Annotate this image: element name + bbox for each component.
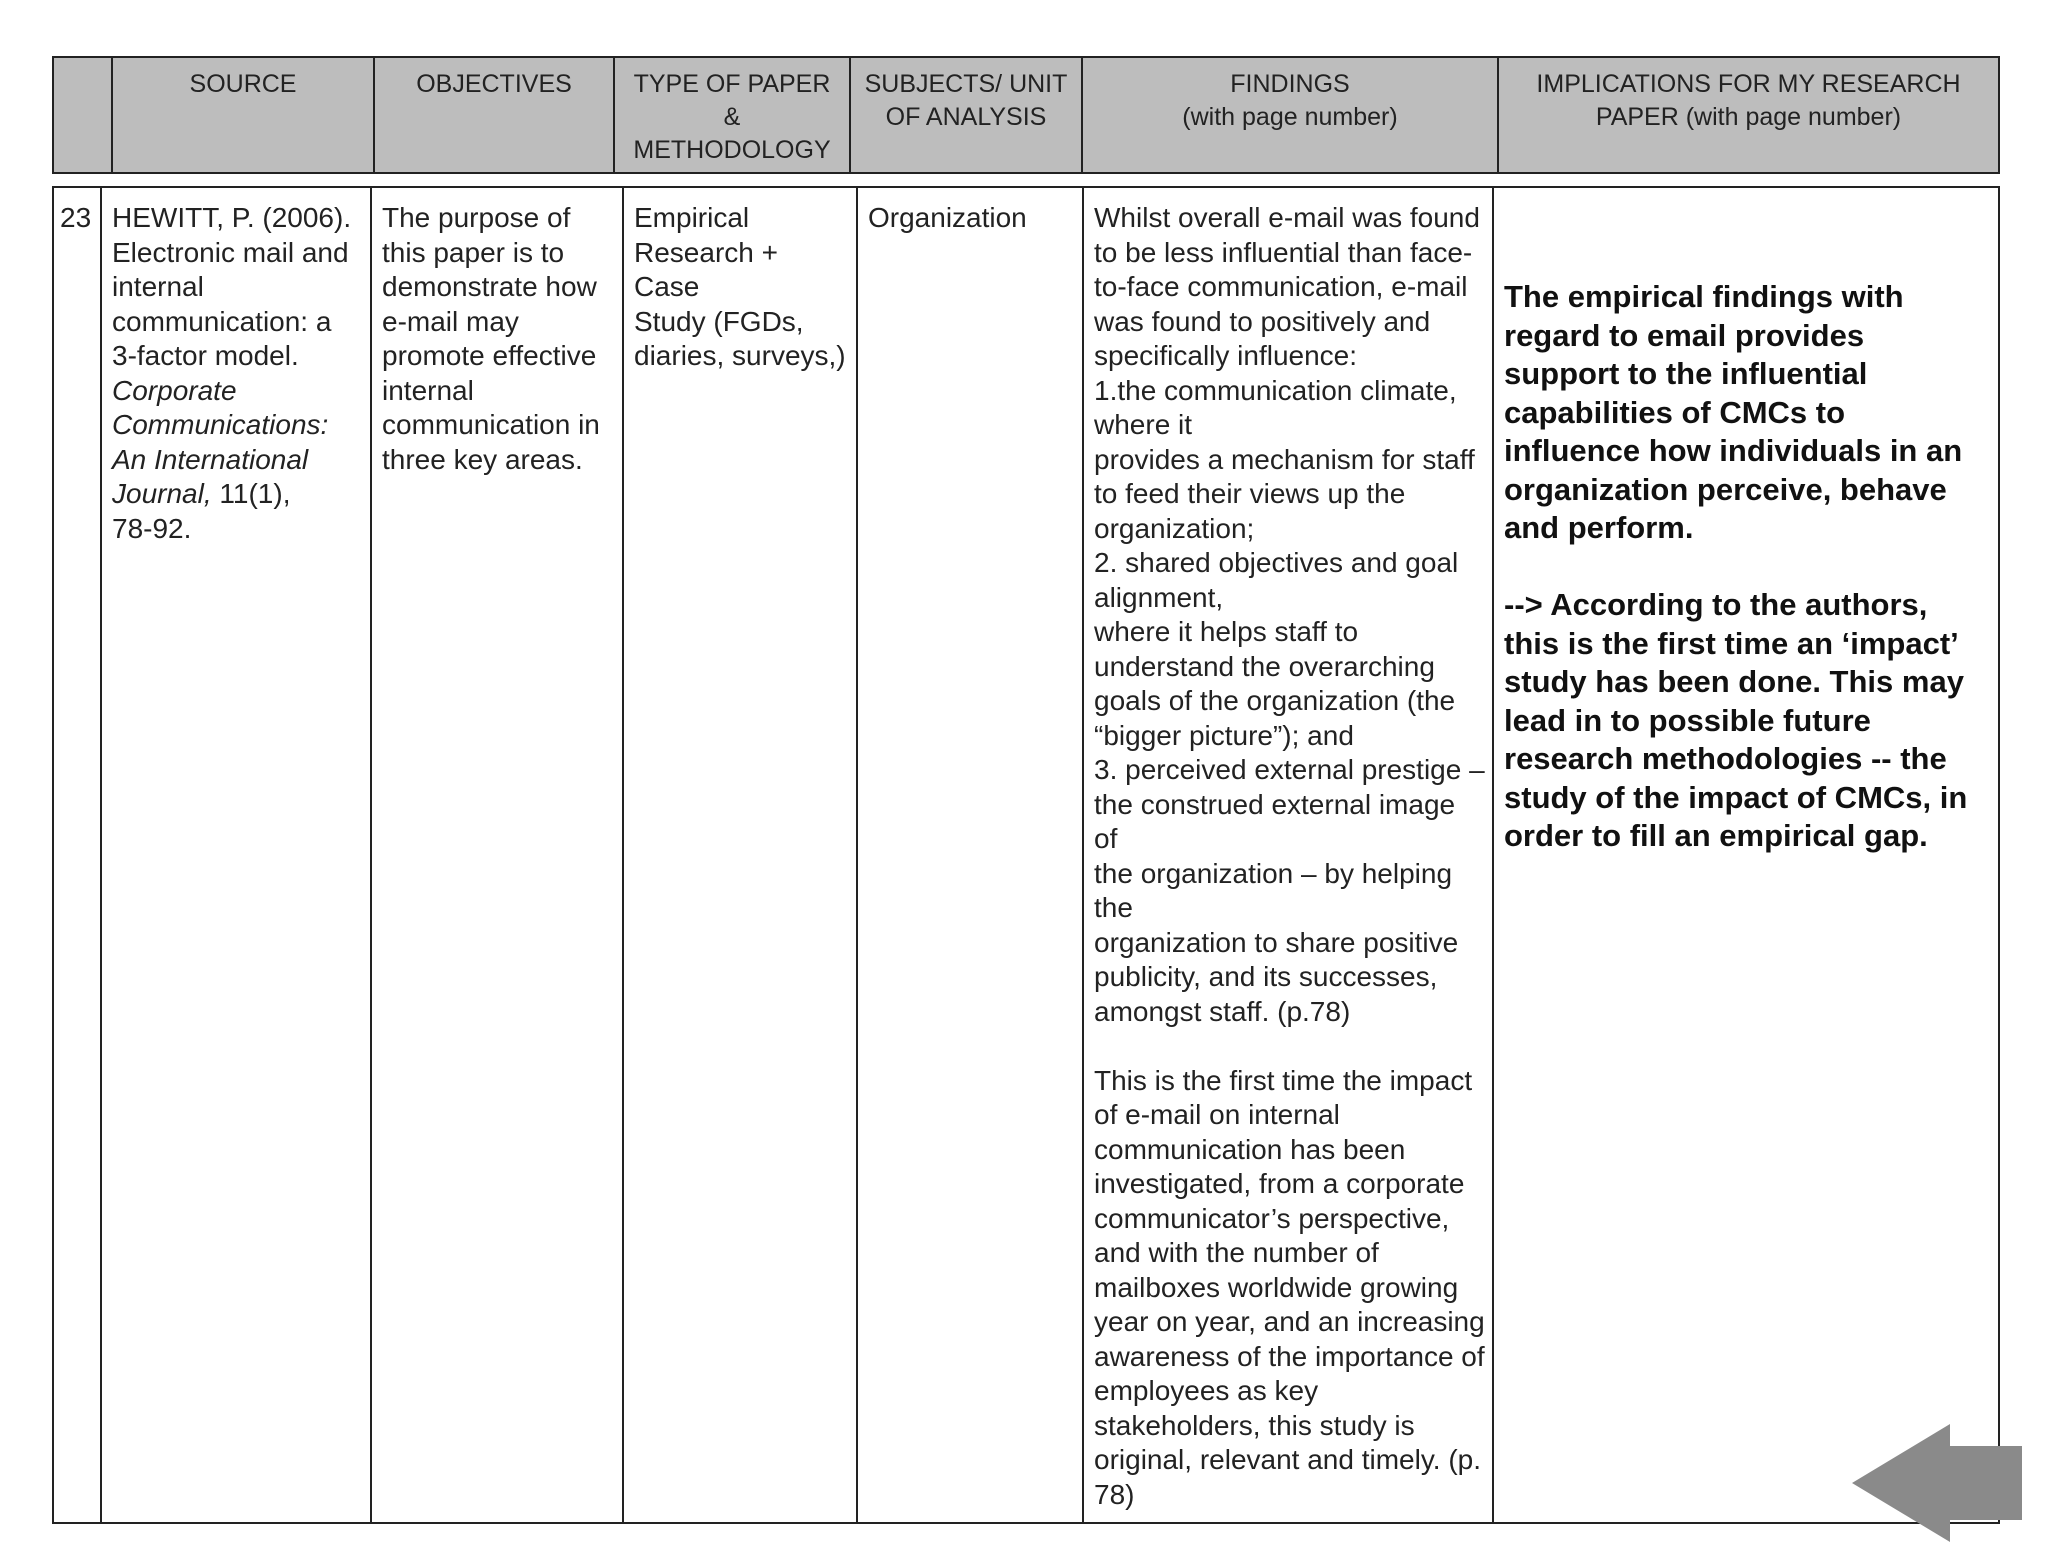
header-type-methodology: TYPE OF PAPER & METHODOLOGY xyxy=(615,58,851,172)
header-objectives: OBJECTIVES xyxy=(375,58,615,172)
source-volume: 11(1), 78-92. xyxy=(112,478,291,544)
header-findings: FINDINGS (with page number) xyxy=(1083,58,1499,172)
back-button[interactable] xyxy=(1852,1424,2022,1542)
findings-cell: Whilst overall e-mail was found to be less influential than face- to-face communication, e-mail was found to positively and specifically influence: 1.the communication climate, where it provides a mechanism for staff to feed their views up the organization; 2. shared objectives and goal alignment, where it helps staff to understand the overarching goals of the organization (the “bigger picture”); and 3. perceived external prestige – the construed external image of the organization – by helping the organization to share positive publicity, and its successes, amongst staff. (p.78) This is the first time the impact of e-mail on internal communication has been investigated, from a corporate communicator’s perspective, and with the number of mailboxes worldwide growing year on year, and an increasing awareness of the importance of employees as key stakeholders, this study is original, relevant and timely. (p. 78) xyxy=(1084,188,1494,1522)
objectives-cell: The purpose of this paper is to demonstrate how e-mail may promote effective internal communication in three key areas. xyxy=(372,188,624,1522)
left-arrow-icon xyxy=(1852,1424,2022,1542)
header-subjects: SUBJECTS/ UNIT OF ANALYSIS xyxy=(851,58,1083,172)
type-methodology-cell: Empirical Research + Case Study (FGDs, diaries, surveys,) xyxy=(624,188,858,1522)
header-source: SOURCE xyxy=(113,58,375,172)
implications-cell: The empirical findings with regard to email provides support to the influential capabilities of CMCs to influence how individuals in an organization perceive, behave and perform. --> According to the authors, this is the first time an ‘impact’ study has been done. This may lead in to possible future research methodologies -- the study of the impact of CMCs, in order to fill an empirical gap. xyxy=(1504,279,1968,853)
source-citation: HEWITT, P. (2006). Electronic mail and internal communication: a 3-factor model. xyxy=(112,202,352,371)
table-row xyxy=(52,186,2000,1524)
source-cell xyxy=(102,188,372,1522)
subjects-cell: Organization xyxy=(858,188,1084,1522)
header-row-number xyxy=(54,58,113,172)
source-journal: Corporate Communications: An International Journal, xyxy=(112,374,329,509)
header-implications: IMPLICATIONS FOR MY RESEARCH PAPER (with page number) xyxy=(1536,70,1961,131)
table-header xyxy=(52,56,2000,174)
row-number: 23 xyxy=(54,188,102,1522)
